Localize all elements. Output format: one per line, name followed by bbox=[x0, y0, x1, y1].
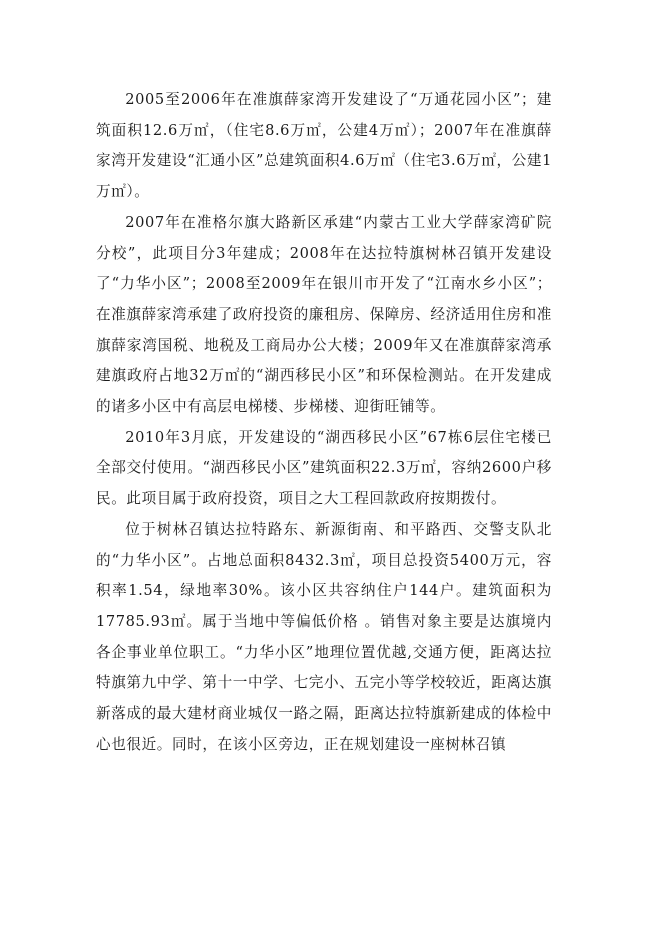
document-body bbox=[96, 85, 552, 760]
paragraph-wantong-huitong: 2005至2006年在准旗薛家湾开发建设了“万通花园小区”；建筑面积12.6万㎡，（住宅8.6万㎡，公建4万㎡）；2007年在准旗薛家湾开发建设“汇通小区”总建筑面积4.6万㎡（住宅3.6万㎡，公建1万㎡）。 bbox=[96, 91, 552, 201]
paragraph-huxi-resettlement: 2010年3月底，开发建设的“湖西移民小区”67栋6层住宅楼已全部交付使用。“湖西移民小区”建筑面积22.3万㎡，容纳2600户移民。此项目属于政府投资，项目之大工程回款政府按期拨付。 bbox=[96, 428, 552, 508]
paragraph-lihua-district: 位于树林召镇达拉特路东、新源街南、和平路西、交警支队北的“力华小区”。占地总面积8432.3㎡，项目总投资5400万元，容积率1.54，绿地率30%。该小区共容纳住户144户。建筑面积为17785.93㎡。属于当地中等偏低价格 。销售对象主要是达旗境内各企事业单位职工。“力华小区”地理位置优越,交通方便，距离达拉特旗第九中学、第十一中学、七完小、五完小等学校较近，距离达旗新落成的最大建材商业城仅一路之隔，距离达拉特旗新建成的体检中心也很近。同时，在该小区旁边，正在规划建设一座树林召镇 bbox=[96, 520, 552, 753]
paragraph-projects-2007-2009: 2007年在准格尔旗大路新区承建“内蒙古工业大学薛家湾矿院分校”，此项目分3年建成；2008年在达拉特旗树林召镇开发建设了“力华小区”；2008至2009年在银川市开发了“江南水乡小区”；在准旗薛家湾承建了政府投资的廉租房、保障房、经济适用住房和准旗薛家湾国税、地税及工商局办公大楼；2009年又在准旗薛家湾承建旗政府占地32万㎡的“湖西移民小区”和环保检测站。在开发建成的诸多小区中有高层电梯楼、步梯楼、迎街旺铺等。 bbox=[96, 213, 552, 416]
